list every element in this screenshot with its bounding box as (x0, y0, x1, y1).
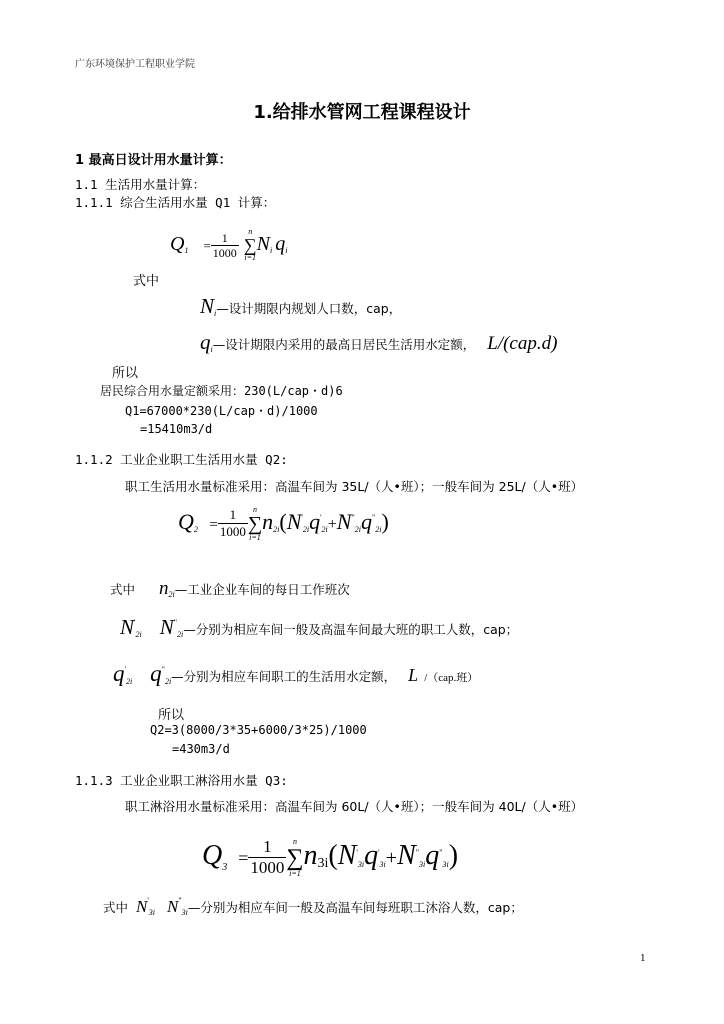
formula-q2 (178, 500, 389, 544)
formula-equals: = (203, 238, 211, 253)
calculation-line: 居民综合用水量定额采用：230(L/cap・d)6 (100, 384, 343, 398)
subsection-heading: 1.1.1 综合生活用水量 Q1 计算： (75, 195, 276, 210)
formula-superscript: ' (147, 896, 149, 905)
formula-subscript: i (285, 246, 288, 255)
formula-superscript: " (161, 665, 165, 674)
formula-superscript: ' (378, 848, 380, 857)
formula-symbol: Q (202, 840, 223, 871)
formula-symbol: n (303, 840, 318, 871)
formula-superscript: ' (356, 848, 358, 857)
formula-symbol: q (113, 661, 125, 686)
sigma-symbol: ∑ (243, 235, 257, 256)
formula-paren: ) (381, 509, 389, 534)
formula-symbol: Q (170, 233, 185, 255)
unit-expression: /（cap.班） (424, 672, 479, 684)
calculation-line: =15410m3/d (140, 422, 213, 436)
definition-text: —分别为相应车间一般及高温车间最大班的职工人数，cap； (183, 622, 519, 637)
formula-superscript: " (173, 618, 177, 627)
formula-symbol: q (360, 509, 372, 534)
formula-subscript: i (269, 246, 273, 255)
fraction-denominator: 1000 (212, 245, 237, 260)
formula-subscript: 2i (164, 677, 172, 686)
definition-line (103, 895, 523, 922)
formula-subscript: 2i (168, 590, 175, 599)
formula-symbol: q (200, 330, 211, 354)
formula-subscript: 2i (321, 525, 328, 534)
therefore-label: 所以 (158, 708, 185, 723)
formula-subscript: 1 (184, 246, 189, 255)
fraction-denominator: 1000 (250, 858, 285, 878)
formula-subscript: 3i (442, 860, 449, 869)
definition-text: —设计期限内规划人口数，cap， (216, 301, 402, 316)
formula-superscript: " (178, 896, 182, 905)
definition-text: —设计期限内采用的最高日居民生活用水定额， (212, 337, 476, 352)
formula-plus: + (327, 516, 337, 533)
formula-subscript: 2i (135, 630, 142, 639)
formula-subscript: 2 (193, 525, 198, 534)
formula-paren: ( (328, 840, 338, 871)
fraction-numerator: 1 (248, 837, 286, 858)
calculation-line: =430m3/d (172, 742, 230, 756)
formula-subscript: 2i (302, 525, 310, 534)
formula-subscript: 3i (419, 860, 426, 869)
formula-symbol: Q (178, 509, 194, 534)
formula-equals: = (209, 517, 218, 533)
formula-symbol: N (159, 615, 174, 639)
therefore-label: 所以 (112, 366, 139, 381)
standard-line: 职工生活用水量标准采用：高温车间为 35L/（人•班）；一般车间为 25L/（人•班） (125, 479, 584, 494)
formula-superscript: " (439, 848, 443, 857)
page-number: 1 (640, 952, 646, 964)
formula-plus: + (385, 847, 398, 869)
sigma-upper: n (292, 836, 297, 846)
sigma-lower: i=1 (289, 868, 301, 878)
formula-subscript: i (210, 345, 213, 354)
formula-subscript: 2i (176, 630, 184, 639)
unit-expression: L/(cap.d) (487, 333, 558, 354)
formula-subscript: 3 (222, 862, 228, 873)
formula-superscript: " (371, 513, 376, 522)
definition-line (200, 293, 401, 324)
formula-q3 (202, 828, 458, 884)
calculation-line: Q2=3(8000/3*35+6000/3*25)/1000 (150, 723, 367, 737)
formula-subscript: 2i (273, 525, 280, 534)
formula-where-label: 式中 (103, 900, 129, 915)
page-title: 1.给排水管网工程课程设计 (253, 102, 471, 123)
formula-equals: = (238, 848, 249, 868)
formula-symbol: N (167, 897, 179, 916)
formula-subscript: 3i (181, 908, 188, 917)
formula-superscript: ' (320, 513, 322, 522)
formula-symbol: n (159, 578, 169, 599)
formula-q1 (170, 222, 287, 266)
subsection-heading: 1.1 生活用水量计算： (75, 177, 206, 192)
formula-subscript: i (214, 309, 217, 318)
formula-symbol: N (256, 233, 270, 255)
formula-subscript: 2i (125, 677, 133, 686)
formula-paren: ( (279, 509, 287, 534)
formula-subscript: 2i (375, 525, 382, 534)
sigma-symbol: ∑ (286, 844, 304, 871)
definition-text: —工业企业车间的每日工作班次 (174, 582, 350, 597)
formula-symbol: N (286, 509, 302, 534)
standard-line: 职工淋浴用水量标准采用：高温车间为 60L/（人•班）；一般车间为 40L/（人•班） (125, 799, 584, 814)
definition-line (110, 577, 350, 604)
fraction-numerator: 1 (218, 507, 248, 524)
section-heading: 1 最高日设计用水量计算： (75, 153, 232, 168)
fraction-numerator: 1 (211, 231, 239, 246)
definition-text: —分别为相应车间职工的生活用水定额， (171, 669, 397, 684)
header-institution: 广东环境保护工程职业学院 (75, 59, 195, 70)
definition-text: —分别为相应车间一般及高温车间每班职工沐浴人数，cap； (187, 900, 523, 915)
formula-symbol: q (309, 509, 321, 534)
subsection-heading: 1.1.3 工业企业职工淋浴用水量 Q3: (75, 773, 288, 788)
formula-symbol: N (397, 840, 416, 871)
formula-symbol: N (136, 897, 148, 916)
sigma-upper: n (252, 504, 257, 514)
sigma-upper: n (248, 227, 253, 237)
fraction-denominator: 1000 (219, 524, 246, 540)
formula-symbol: q (364, 840, 379, 871)
formula-where-label: 式中 (133, 274, 160, 289)
subsection-heading: 1.1.2 工业企业职工生活用水量 Q2: (75, 452, 288, 467)
formula-superscript: ' (124, 665, 126, 674)
formula-where-label: 式中 (110, 582, 136, 597)
formula-symbol: N (120, 615, 135, 639)
formula-subscript: 3i (379, 860, 386, 869)
sigma-lower: i=1 (249, 532, 261, 542)
sigma-symbol: ∑ (247, 512, 263, 535)
unit-symbol: L (408, 665, 419, 685)
formula-symbol: q (275, 233, 286, 255)
formula-superscript: ' (134, 618, 136, 627)
definition-line (200, 328, 557, 361)
formula-symbol: q (425, 840, 440, 871)
formula-symbol: q (150, 661, 162, 686)
formula-subscript: 3i (148, 908, 156, 917)
calculation-line: Q1=67000*230(L/cap・d)/1000 (125, 404, 318, 418)
formula-subscript: 2i (354, 525, 361, 534)
formula-symbol: N (336, 509, 352, 534)
definition-line (113, 660, 478, 693)
formula-symbol: n (262, 509, 274, 534)
formula-subscript: 3i (317, 856, 329, 871)
formula-paren: ) (448, 840, 459, 871)
formula-superscript: ' (301, 513, 303, 522)
formula-subscript: 3i (357, 860, 365, 869)
formula-superscript: " (415, 848, 420, 857)
formula-superscript: " (351, 513, 355, 522)
sigma-lower: i=1 (244, 253, 257, 263)
formula-symbol: N (337, 840, 357, 871)
definition-line (120, 614, 518, 645)
formula-symbol: N (200, 294, 215, 318)
